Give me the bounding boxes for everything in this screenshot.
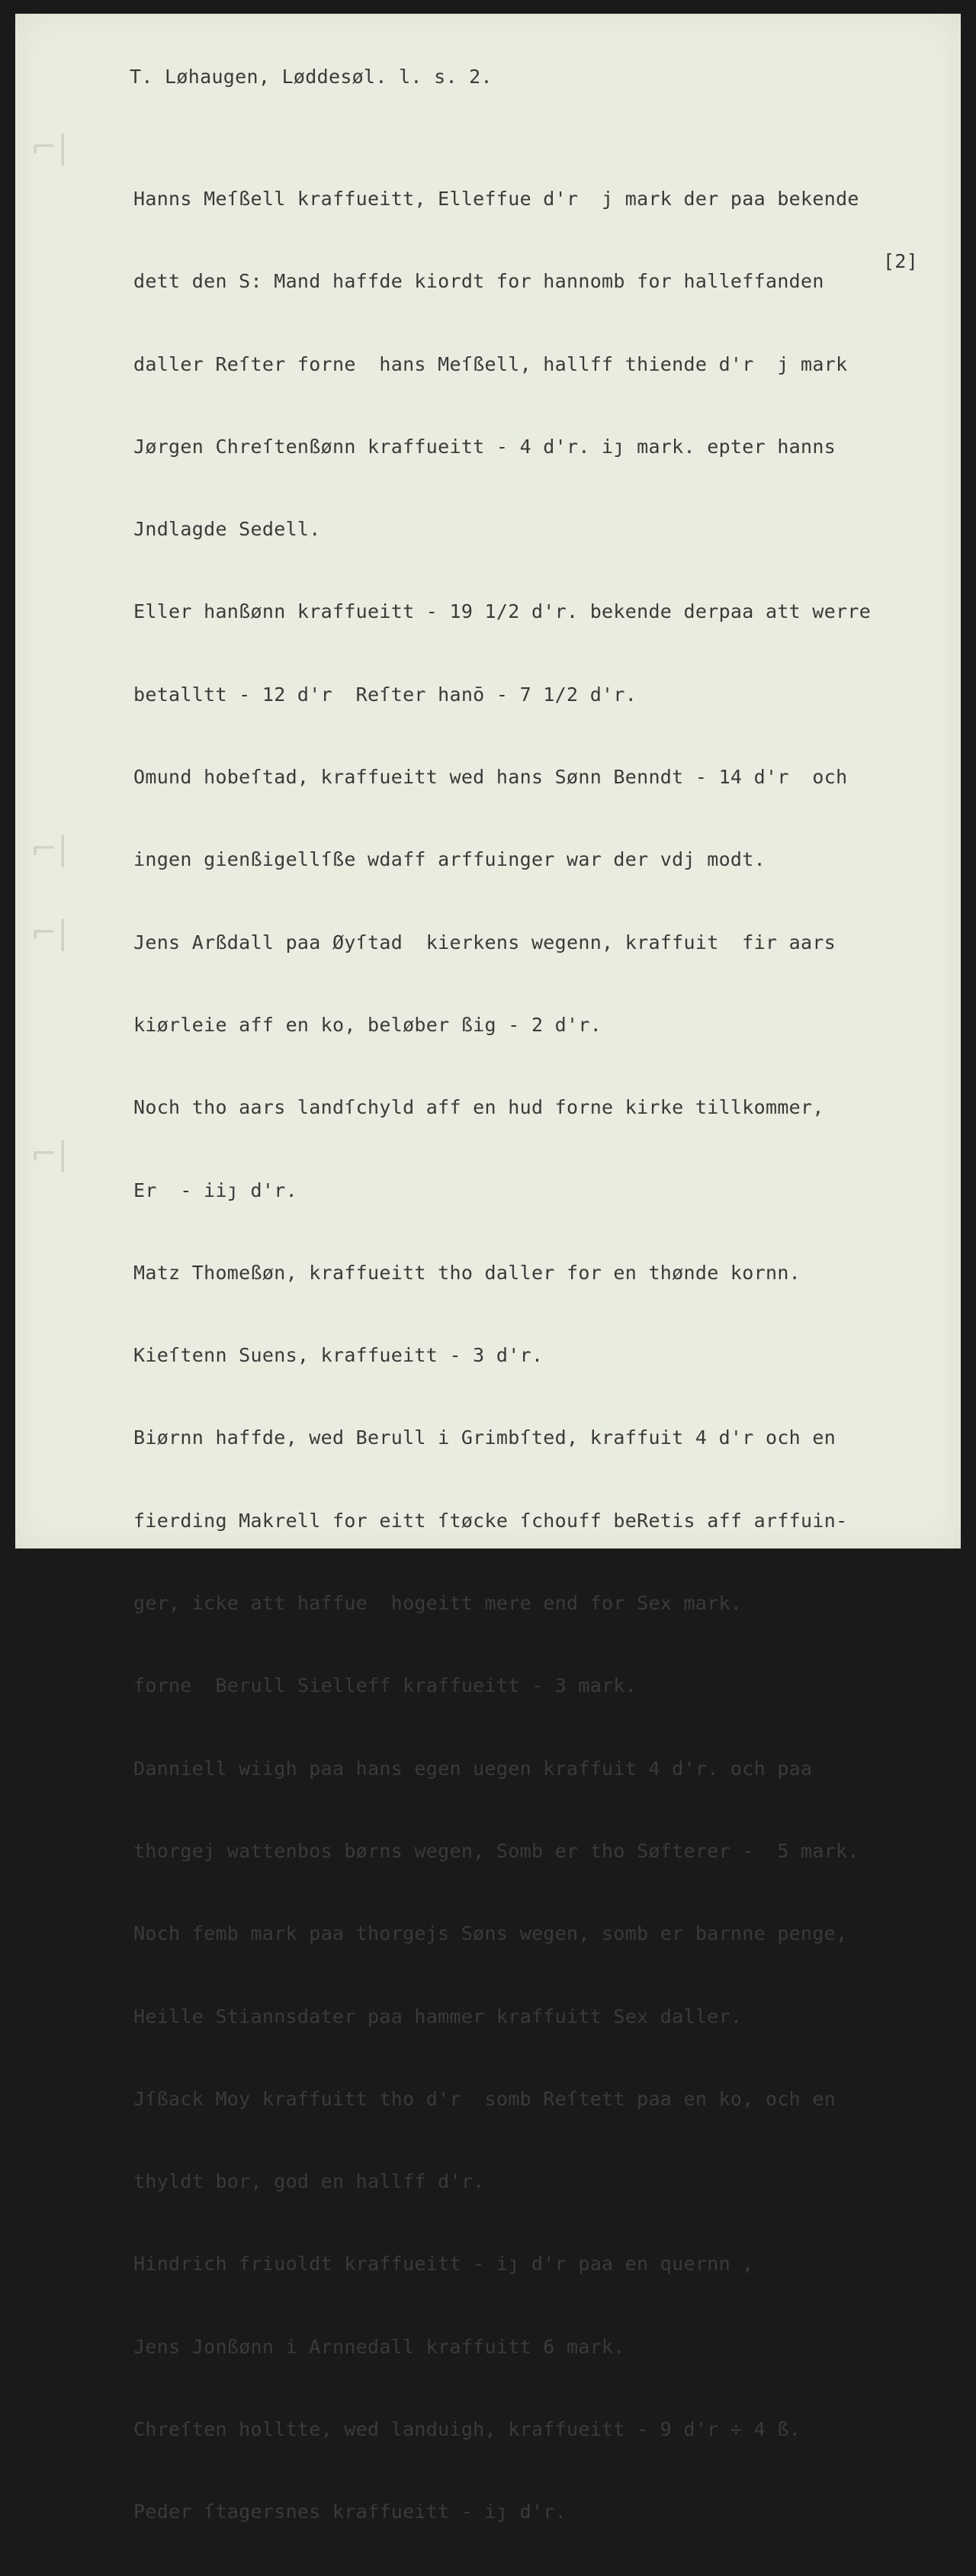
- bleed-through-mark: ⌐|: [30, 128, 69, 166]
- ledger-line: Hanns Meſßell kraffueitt, Elleffue d'r j mark der paa bekende: [133, 188, 859, 210]
- ledger-line: Chreſten holltte, wed landuigh, kraffueitt - 9 d'r ÷ 4 ß.: [133, 2418, 801, 2441]
- ledger-line: Jens Jonßønn i Arnnedall kraffuitt 6 mark.: [133, 2335, 625, 2358]
- ledger-line: forne Berull Sielleff kraffueitt - 3 mark.: [133, 1674, 637, 1697]
- ledger-line: Peder ſtagersnes kraffueitt - iȷ d'r.: [133, 2500, 567, 2523]
- ledger-lines: [133, 136, 872, 2576]
- ledger-line: ingen gienßigellſße wdaff arffuinger war der vdj modt.: [133, 848, 766, 871]
- ledger-line: Er - iiȷ d'r.: [133, 1179, 297, 1201]
- ledger-line: daller Reſter forne hans Meſßell, hallff thiende d'r j mark: [133, 352, 848, 375]
- ledger-line: thyldt bor, god en hallff d'r.: [133, 2170, 485, 2193]
- ledger-line: Heille Stiannsdater paa hammer kraffuitt Sex daller.: [133, 2005, 743, 2028]
- ledger-line: Eller hanßønn kraffueitt - 19 1/2 d'r. bekende derpaa att werre: [133, 600, 872, 623]
- document-header: T. Løhaugen, Løddesøl. l. s. 2.: [130, 66, 493, 88]
- ledger-line: Matz Thomeßøn, kraffueitt tho daller for en thønde kornn.: [133, 1261, 801, 1284]
- ledger-line: Hindrich friuoldt kraffueitt - iȷ d'r paa en quernn ,: [133, 2253, 754, 2275]
- ledger-line: Noch femb mark paa thorgejs Søns wegen, somb er barnne penge,: [133, 1922, 848, 1945]
- ledger-line: Jndlagde Sedell.: [133, 518, 321, 541]
- ledger-line: Omund hobeſtad, kraffueitt wed hans Sønn Benndt - 14 d'r och: [133, 766, 848, 789]
- ledger-line: ger, icke att haffue hogeitt mere end for Sex mark.: [133, 1592, 743, 1615]
- bleed-through-mark: ⌐|: [30, 1135, 69, 1172]
- ledger-line: Noch tho aars landſchyld aff en hud forne kirke tillkommer,: [133, 1096, 824, 1119]
- bleed-through-mark: ⌐|: [30, 914, 69, 951]
- ledger-line: Danniell wiigh paa hans egen uegen kraffuit 4 d'r. och paa: [133, 1757, 813, 1780]
- ledger-line: Jſßack Moy kraffuitt tho d'r somb Reſtett paa en ko, och en: [133, 2087, 836, 2110]
- ledger-line: Jens Arßdall paa Øyſtad kierkens wegenn, kraffuit fir aars: [133, 931, 836, 954]
- ledger-line: betalltt - 12 d'r Reſter hanō - 7 1/2 d'r.: [133, 683, 637, 706]
- ledger-line: Biørnn haffde, wed Berull i Grimbſted, kraffuit 4 d'r och en: [133, 1426, 836, 1449]
- ledger-line: Kieſtenn Suens, kraffueitt - 3 d'r.: [133, 1344, 544, 1367]
- ledger-line: dett den S: Mand haffde kiordt for hannomb for halleffanden: [133, 270, 824, 293]
- ledger-line: Jørgen Chreſtenßønn kraffueitt - 4 d'r. iȷ mark. epter hanns: [133, 435, 836, 458]
- bleed-through-mark: ⌐|: [30, 830, 69, 867]
- ledger-line: thorgej wattenbos børns wegen, Somb er tho Søfterer - 5 mark.: [133, 1839, 859, 1862]
- document-page: [15, 14, 961, 2523]
- ledger-line: kiørleie aff en ko, beløber ßig - 2 d'r.: [133, 1013, 602, 1036]
- ledger-line: fierding Makrell for eitt ſtøcke ſchouff beRetis aff arffuin-: [133, 1509, 848, 1532]
- margin-page-number: [2]: [883, 250, 919, 272]
